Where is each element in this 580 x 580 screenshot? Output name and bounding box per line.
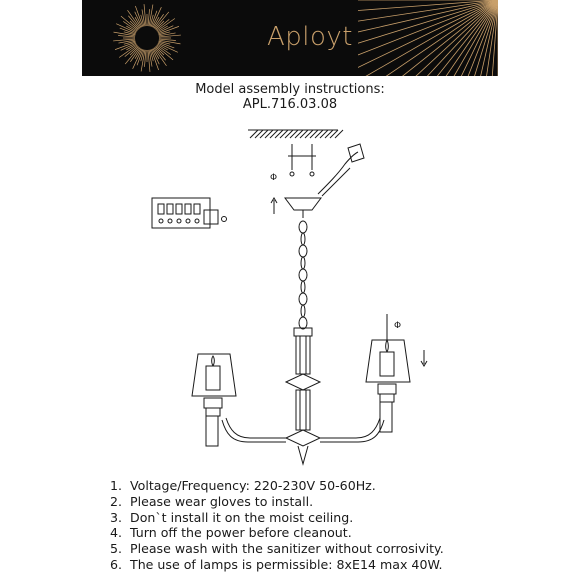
arrow-up-icon xyxy=(271,198,277,214)
svg-text:Φ: Φ xyxy=(394,321,402,331)
left-lamp-shade xyxy=(192,354,236,446)
instruction-item: 2. Please wear gloves to install. xyxy=(110,493,314,509)
instruction-item: 5. Please wash with the sanitizer without corrosivity. xyxy=(110,541,444,557)
instruction-item: 1. Voltage/Frequency: 220-230V 50-60Hz. xyxy=(110,478,376,493)
terminal-block-icon xyxy=(152,198,227,228)
chandelier-assembly-diagram xyxy=(140,118,440,473)
screw-icon xyxy=(288,144,316,176)
instruction-item: 3. Don`t install it on the moist ceiling. xyxy=(110,509,354,525)
model-number: APL.716.03.08 xyxy=(242,97,338,112)
chain xyxy=(299,221,307,329)
sunburst-logo-icon xyxy=(102,0,192,76)
instruction-item: 6. The use of lamps is permissible: 8xE14 max 40W. xyxy=(110,556,443,572)
sun-rays-decoration-icon xyxy=(358,0,498,76)
instructions-list xyxy=(110,478,444,573)
arrow-down-icon xyxy=(421,350,427,366)
brand-banner xyxy=(82,0,498,76)
doc-title: Model assembly instructions: xyxy=(195,82,385,97)
ceiling-hatch-icon xyxy=(248,130,343,138)
instruction-item: 4. Turn off the power before cleanout. xyxy=(110,525,352,541)
right-lamp-shade xyxy=(366,314,410,432)
brand-name: Aployt xyxy=(267,22,354,52)
svg-text:Φ: Φ xyxy=(270,173,278,183)
canopy xyxy=(285,198,321,210)
